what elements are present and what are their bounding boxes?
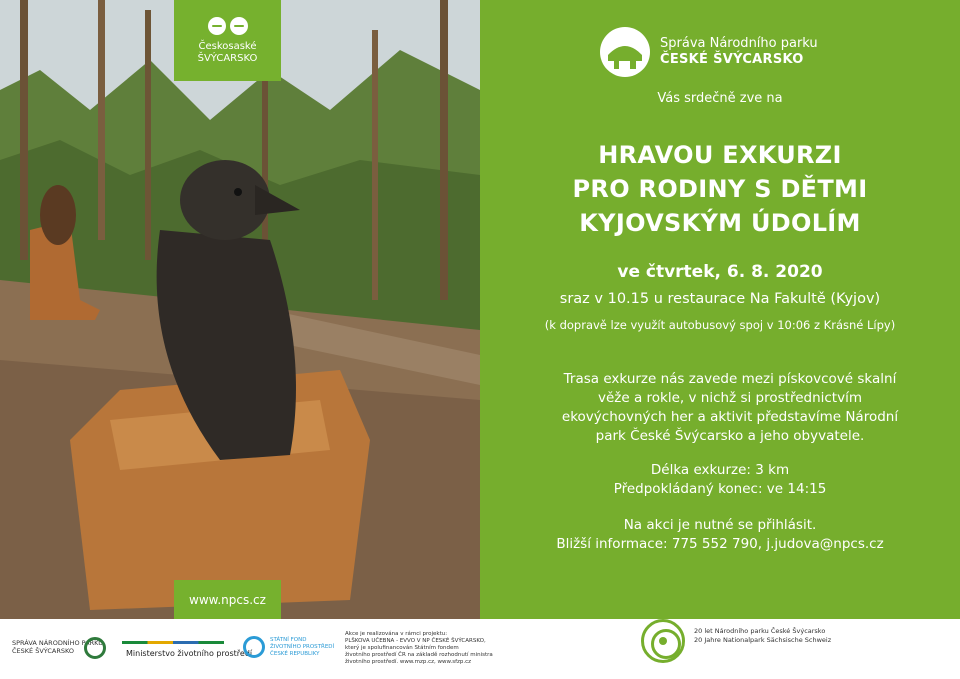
sfzp-line2: ŽIVOTNÍHO PROSTŘEDÍ xyxy=(270,644,335,650)
description-line: věže a rokle, v nichž si prostřednictvím xyxy=(598,390,862,406)
organizer-logo xyxy=(600,27,818,77)
registration-note: Na akci je nutné se přihlásit. xyxy=(623,517,817,533)
event-date: ve čtvrtek, 6. 8. 2020 xyxy=(617,262,823,282)
raven-carving-photo xyxy=(0,0,480,619)
event-title xyxy=(480,138,960,240)
event-description xyxy=(520,370,940,446)
website-link[interactable]: www.npcs.cz xyxy=(174,580,281,619)
badge-line1: Českosaské xyxy=(198,40,257,52)
note-line: životního prostředí ČR na základě rozhodnutí ministra xyxy=(345,652,493,658)
note-line: životního prostředí. www.mzp.cz, www.sfzp.cz xyxy=(345,659,472,665)
sponsor-footer xyxy=(0,619,960,679)
event-details xyxy=(480,461,960,499)
national-park-logo-icon xyxy=(600,27,650,77)
sfzp-line3: ČESKÉ REPUBLIKY xyxy=(270,651,320,657)
title-line-1: HRAVOU EXKURZI xyxy=(598,141,842,169)
badge-line2: ŠVÝCARSKO xyxy=(197,52,258,64)
ministry-name: Ministerstvo životního prostředí xyxy=(126,649,253,658)
anniversary-text xyxy=(694,627,831,645)
ministry-logo-bar xyxy=(122,641,224,644)
meeting-point: sraz v 10.15 u restaurace Na Fakultě (Kyjov) xyxy=(559,291,881,307)
sfzp-text xyxy=(270,637,334,658)
description-line: ekovýchovných her a aktivit představíme Národní xyxy=(561,409,899,425)
anniversary-logo-icon xyxy=(641,619,685,663)
title-line-2: PRO RODINY S DĚTMI xyxy=(572,175,868,203)
invitation-panel xyxy=(480,0,960,619)
description-line: park České Švýcarsko a jeho obyvatele. xyxy=(595,428,865,444)
note-line: PLŠKOVA UČEBNA - EVVO V NP ČESKÉ ŠVÝCARSKO, xyxy=(345,638,486,644)
transport-note: (k dopravě lze využít autobusový spoj v 10:06 z Krásné Lípy) xyxy=(544,318,896,332)
npcs-line1: SPRÁVA NÁRODNÍHO PARKU xyxy=(12,639,103,647)
title-line-3: KYJOVSKÝM ÚDOLÍM xyxy=(579,209,861,237)
organizer-line1: Správa Národního parku xyxy=(660,36,818,51)
organizer-line2: ČESKÉ ŠVÝCARSKO xyxy=(660,52,804,67)
anniversary-line1: 20 let Národního parku České Švýcarsko xyxy=(694,627,826,635)
invite-text: Vás srdečně zve na xyxy=(657,91,783,106)
sfzp-line1: STÁTNÍ FOND xyxy=(270,637,307,643)
npcs-line2: ČESKÉ ŠVÝCARSKO xyxy=(12,647,75,655)
project-note xyxy=(345,631,495,666)
end-time: Předpokládaný konec: ve 14:15 xyxy=(613,481,827,497)
photo-illustration xyxy=(0,0,480,619)
sfzp-logo-icon xyxy=(243,636,265,658)
ceskosaske-svycarsko-badge xyxy=(174,0,281,81)
npcs-logo-icon xyxy=(84,637,106,659)
note-line: Akce je realizována v rámci projektu: xyxy=(345,631,448,637)
registration-info xyxy=(480,516,960,554)
contact-info[interactable]: Bližší informace: 775 552 790, j.judova@npcs.cz xyxy=(556,536,884,552)
badge-logo-icon xyxy=(208,17,248,35)
tour-length: Délka exkurze: 3 km xyxy=(650,462,790,478)
note-line: který je spolufinancován Státním fondem xyxy=(345,645,459,651)
anniversary-line2: 20 Jahre Nationalpark Sächsische Schweiz xyxy=(694,636,832,644)
description-line: Trasa exkurze nás zavede mezi pískovcové skalní xyxy=(563,371,897,387)
